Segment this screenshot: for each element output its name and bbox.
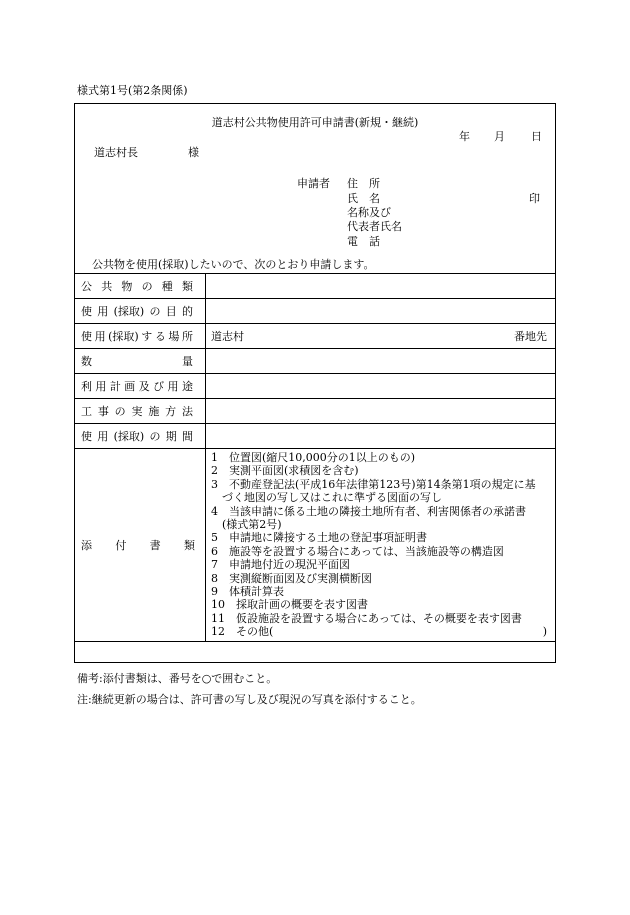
attachment-item[interactable]: 8 実測縦断面図及び実測横断図	[211, 571, 372, 585]
table-row	[75, 399, 556, 424]
attachment-item[interactable]: 10 採取計画の概要を表す図書	[211, 598, 368, 612]
table-row	[75, 424, 556, 449]
note-remarks: 備考:添付書類は、番号を○で囲むこと。	[77, 672, 278, 685]
row-label-attachments: 添 付 書 類	[81, 538, 195, 552]
table-row	[75, 349, 556, 374]
note-renewal: 注:継続更新の場合は、許可書の写し及び現況の写真を添付すること。	[77, 693, 422, 706]
attachment-item[interactable]: 9 体積計算表	[211, 585, 284, 599]
attachment-item: づく地図の写し又はこれに準ずる図面の写し	[211, 491, 442, 505]
row-label-period: 使 用 (採取) の 期 間	[81, 430, 193, 443]
table-row	[75, 324, 556, 349]
applicant-label: 申請者	[297, 177, 330, 190]
application-table	[74, 273, 556, 642]
applicant-rep-label: 代表者氏名	[347, 220, 402, 233]
row-value-construction-method[interactable]	[206, 399, 556, 424]
table-row	[75, 274, 556, 299]
date-day[interactable]: 日	[531, 130, 542, 143]
form-number-label: 様式第1号(第2条関係)	[77, 84, 188, 97]
table-row	[75, 299, 556, 324]
addressee-honorific: 様	[188, 146, 199, 159]
row-label-location: 使 用 (採取) す る 場 所	[81, 330, 193, 343]
row-value-period[interactable]	[206, 424, 556, 449]
date-month[interactable]: 月	[494, 130, 505, 143]
table-row	[75, 449, 556, 642]
row-label-purpose: 使 用 (採取) の 目 的	[81, 305, 193, 318]
attachment-item[interactable]: 1 位置図(縮尺10,000分の1以上のもの)	[211, 451, 416, 464]
row-value-type[interactable]	[206, 274, 556, 299]
attachment-item[interactable]: 4 当該申請に係る土地の隣接土地所有者、利害関係者の承諾書	[211, 504, 526, 518]
location-village: 道志村	[211, 330, 244, 343]
row-label-type: 公 共 物 の 種 類	[81, 280, 193, 293]
attachment-item: (様式第2号)	[211, 518, 282, 532]
applicant-address-label: 住 所	[347, 177, 380, 190]
table-row	[75, 374, 556, 399]
applicant-phone-label: 電 話	[347, 235, 380, 248]
row-label-usage-plan: 利 用 計 画 及 び 用 途	[81, 380, 193, 393]
attachment-item[interactable]: 7 申請地付近の現況平面図	[211, 558, 350, 572]
row-value-location[interactable]	[206, 324, 556, 349]
seal-mark: 印	[529, 192, 540, 205]
attachment-item[interactable]: 3 不動産登記法(平成16年法律第123号)第14条第1項の規定に基	[211, 477, 536, 491]
row-label-quantity: 数 量	[81, 355, 193, 368]
attachment-item[interactable]: 5 申請地に隣接する土地の登記事項証明書	[211, 531, 427, 545]
application-statement: 公共物を使用(採取)したいので、次のとおり申請します。	[92, 258, 375, 271]
applicant-name-label: 氏 名	[347, 192, 380, 205]
applicant-org-label: 名称及び	[347, 206, 391, 219]
attachment-other-label: 12 その他(	[211, 625, 274, 639]
attachment-item[interactable]: 2 実測平面図(求積図を含む)	[211, 464, 359, 478]
addressee-name: 道志村長	[94, 146, 138, 159]
row-value-usage-plan[interactable]	[206, 374, 556, 399]
attachment-item-other[interactable]	[211, 625, 547, 638]
attachment-item[interactable]: 6 施設等を設置する場合にあっては、当該施設等の構造図	[211, 544, 504, 558]
row-value-quantity[interactable]	[206, 349, 556, 374]
location-suffix: 番地先	[514, 330, 547, 343]
date-year[interactable]: 年	[459, 130, 470, 143]
attachment-other-close: )	[542, 625, 547, 639]
attachments-list	[206, 449, 556, 642]
form-title: 道志村公共物使用許可申請書(新規・継続)	[211, 116, 419, 129]
attachment-item[interactable]: 11 仮設施設を設置する場合にあっては、その概要を表す図書	[211, 611, 522, 625]
row-value-purpose[interactable]	[206, 299, 556, 324]
row-label-construction-method: 工 事 の 実 施 方 法	[81, 405, 193, 418]
